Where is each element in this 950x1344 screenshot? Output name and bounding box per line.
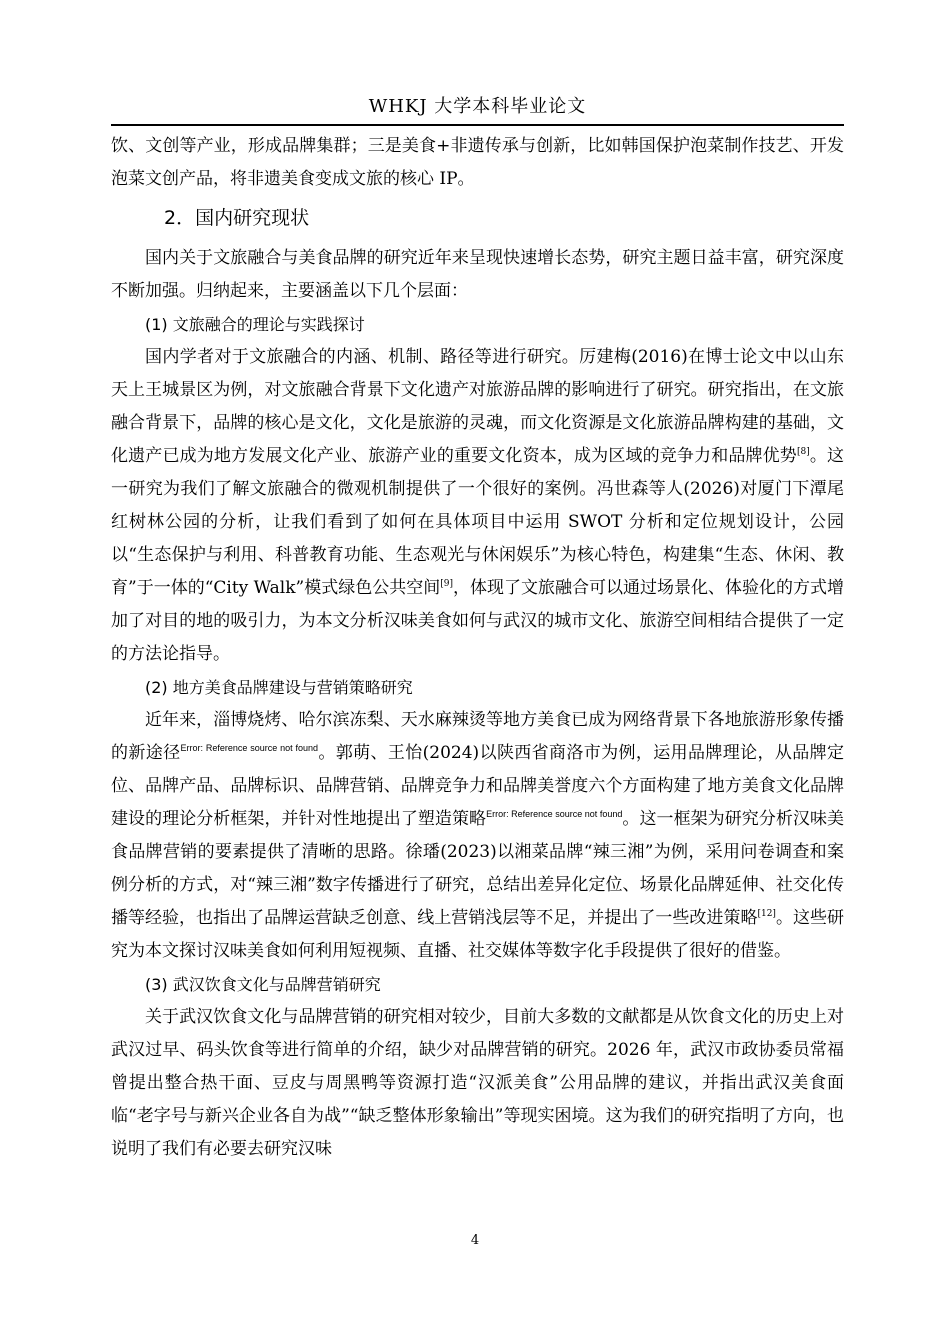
paragraph-continued: 饮、文创等产业，形成品牌集群；三是美食+非遗传承与创新，比如韩国保护泡菜制作技艺、开发泡菜文创产品，将非遗美食变成文旅的核心 IP。 — [111, 136, 844, 189]
subheading-2: (2) 地方美食品牌建设与营销策略研究 — [145, 678, 413, 697]
paragraph-intro: 国内关于文旅融合与美食品牌的研究近年来呈现快速增长态势，研究主题日益丰富，研究深度不断加强。归纳起来，主要涵盖以下几个层面： — [111, 248, 844, 301]
citation-ref: [9] — [440, 579, 453, 589]
citation-ref: [8] — [796, 447, 810, 457]
document-body — [111, 130, 844, 1166]
text-segment: ，体现了文旅融合可以通过场景化、体验化的方式增加了对目的地的吸引力，为本文分析汉味美食如何与武汉的城市文化、旅游空间相结合提供了一定的方法论指导。 — [111, 578, 844, 664]
citation-ref: [12] — [757, 909, 776, 919]
subheading-3: (3) 武汉饮食文化与品牌营销研究 — [145, 975, 381, 994]
section-heading: 2．国内研究现状 — [164, 207, 310, 229]
reference-error: Error: Reference source not found — [486, 809, 623, 819]
text-segment: 。这一框架为研究分析汉味美食品牌营销的要素提供了清晰的思路。徐璠(2023)以湘菜品牌“辣三湘”为例，采用问卷调查和案例分析的方式，对“辣三湘”数字传播进行了研究，总结出差异化定位、场景化品牌延伸、社交化传播等经验，也指出了品牌运营缺乏创意、线上营销浅层等不足，并提出了一些改进策略 — [111, 809, 845, 928]
text-segment: 近年来，淄博烧烤、哈尔滨冻梨、天水麻辣烫等地方美食已成为网络背景下各地旅游形象传播的新途径 — [111, 710, 844, 763]
paragraph-wuhan: 关于武汉饮食文化与品牌营销的研究相对较少，目前大多数的文献都是从饮食文化的历史上对武汉过早、码头饮食等进行简单的介绍，缺少对品牌营销的研究。2026 年，武汉市政协委员常福曾提出整合热干面、豆皮与周黑鸭等资源打造“汉派美食”公用品牌的建议，并指出武汉美食面临“老字号与新兴企业各自为战”“缺乏整体形象输出”等现实困境。这为我们的研究指明了方向，也说明了我们有必要去研究汉味 — [111, 1007, 844, 1159]
header-divider — [111, 124, 844, 126]
text-segment: 。郭萌、王怡(2024)以陕西省商洛市为例，运用品牌理论，从品牌定位、品牌产品、品牌标识、品牌营销、品牌竞争力和品牌美誉度六个方面构建了地方美食文化品牌建设的理论分析框架，并针对性地提出了塑造策略 — [111, 743, 845, 829]
page-header: WHKJ 大学本科毕业论文 — [368, 96, 587, 117]
text-segment: 国内学者对于文旅融合的内涵、机制、路径等进行研究。厉建梅(2016)在博士论文中以山东天上王城景区为例，对文旅融合背景下文化遗产对旅游品牌的影响进行了研究。研究指出，在文旅融合背景下，品牌的核心是文化，文化是旅游的灵魂，而文化资源是文化旅游品牌构建的基础，文化遗产已成为地方发展文化产业、旅游产业的重要文化资本，成为区域的竞争力和品牌优势 — [111, 347, 844, 466]
paragraph-food-brand — [111, 704, 844, 968]
reference-error: Error: Reference source not found — [180, 743, 319, 753]
subheading-1: (1) 文旅融合的理论与实践探讨 — [145, 315, 365, 334]
text-segment: 。这一研究为我们了解文旅融合的微观机制提供了一个很好的案例。冯世森等人(2026)对厦门下潭尾红树林公园的分析，让我们看到了如何在具体项目中运用 SWOT 分析和定位规划设计，公园以“生态保护与利用、科普教育功能、生态观光与休闲娱乐”为核心特色，构建集“生态、休闲、教育”于一体的“City Walk”模式绿色公共空间 — [111, 446, 845, 598]
page-number: 4 — [470, 1233, 480, 1248]
text-segment: 。这些研究为本文探讨汉味美食如何利用短视频、直播、社交媒体等数字化手段提供了很好的借鉴。 — [111, 908, 845, 961]
paragraph-culture-tourism — [111, 341, 844, 671]
